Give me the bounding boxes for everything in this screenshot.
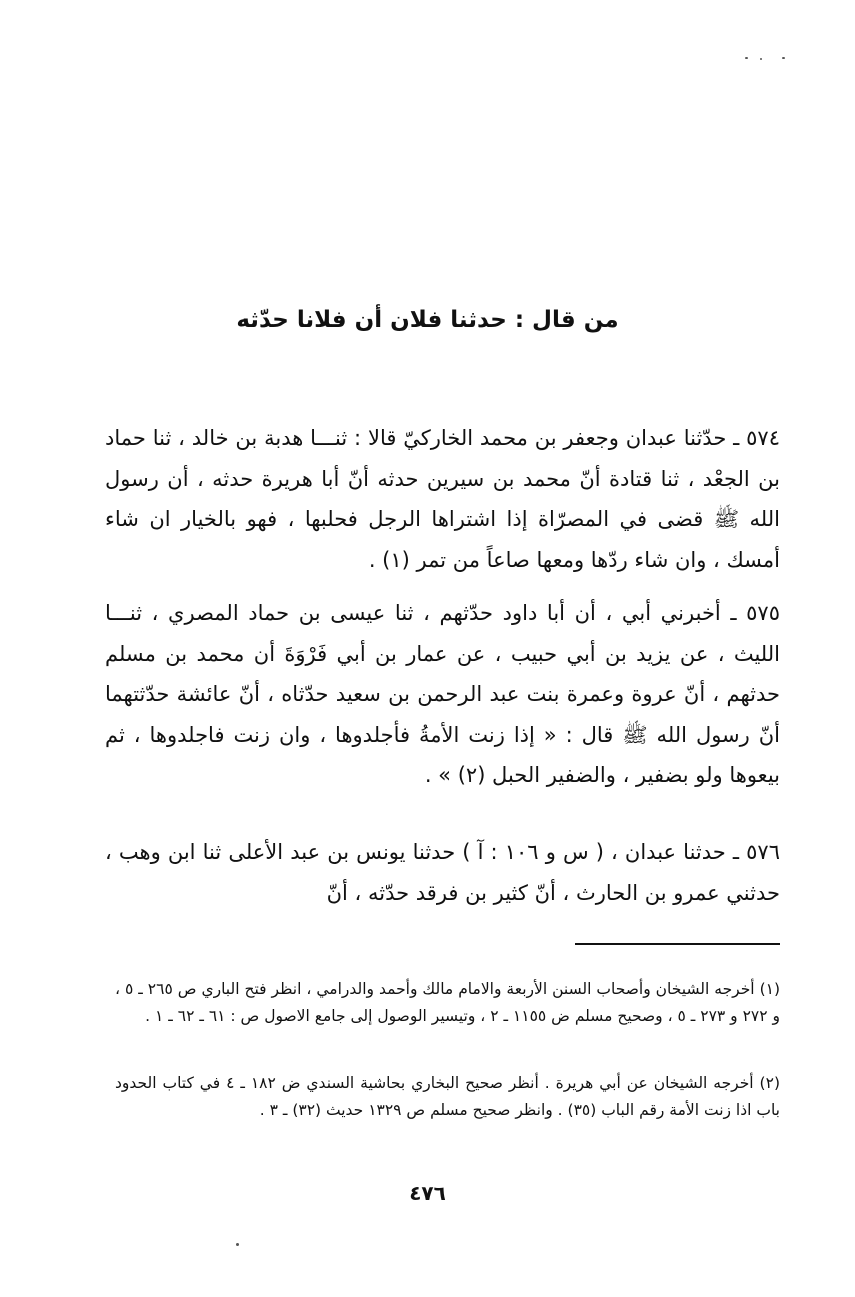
ink-speck <box>760 58 762 60</box>
footnote-1: (١) أخرجه الشيخان وأصحاب السنن الأربعة والامام مالك وأحمد والدرامي ، انظر فتح الباري ص ٢٦٥ ـ ٥ ، و ٢٧٢ و ٢٧٣ ـ ٥ ، وصحيح مسلم ض ١١٥٥ ـ ٢ ، وتيسير الوصول إلى جامع الاصول ص : ٦١ ـ ٦٢ ـ ١ . <box>115 980 781 1025</box>
hadith-574: ٥٧٤ ـ حدّثنا عبدان وجعفر بن محمد الخاركيّ قالا : ثنـــا هدبة بن خالد ، ثنا حماد بن الجعْد ، ثنا قتادة أنّ محمد بن سيرين حدثه أنّ أبا هريرة حدثه ، أن رسول الله ﷺ قضى في المصرّاة إذا اشتراها الرجل فحلبها ، فهو بالخيار ان شاء أمسك ، وان شاء ردّها ومعها صاعاً من تمر (١) . <box>105 426 780 572</box>
ink-speck <box>745 57 748 59</box>
page-number: ٤٧٦ <box>409 1181 446 1205</box>
ink-speck <box>782 57 785 59</box>
footnote-divider <box>575 943 780 945</box>
hadith-575: ٥٧٥ ـ أخبرني أبي ، أن أبا داود حدّثهم ، ثنا عيسى بن حماد المصري ، ثنـــا الليث ، عن يزيد بن أبي حبيب ، عن عمار بن أبي فَرْوَةَ أن محمد بن مسلم حدثهم ، أنّ عروة وعمرة بنت عبد الرحمن بن سعيد حدّثاه ، أنّ عائشة حدّثتهما أنّ رسول الله ﷺ قال : « إذا زنت الأمةُ فأجلدوها ، وان زنت فاجلدوها ، ثم بيعوها ولو بضفير ، والضفير الحبل (٢) » . <box>105 601 780 787</box>
footnote-2: (٢) أخرجه الشيخان عن أبي هريرة . أنظر صحيح البخاري بحاشية السندي ض ١٨٢ ـ ٤ في كتاب الحدود باب اذا زنت الأمة رقم الباب (٣٥) . وانظر صحيح مسلم ص ١٣٢٩ حديث (٣٢) ـ ٣ . <box>115 1074 780 1119</box>
ink-speck <box>236 1243 239 1246</box>
hadith-576: ٥٧٦ ـ حدثنا عبدان ، ( س و ١٠٦ : آ ) حدثنا يونس بن عبد الأعلى ثنا ابن وهب ، حدثني عمرو بن الحارث ، أنّ كثير بن فرقد حدّثه ، أنّ <box>105 840 780 905</box>
chapter-heading: من قال : حدثنا فلان أن فلانا حدّثه <box>236 307 619 333</box>
